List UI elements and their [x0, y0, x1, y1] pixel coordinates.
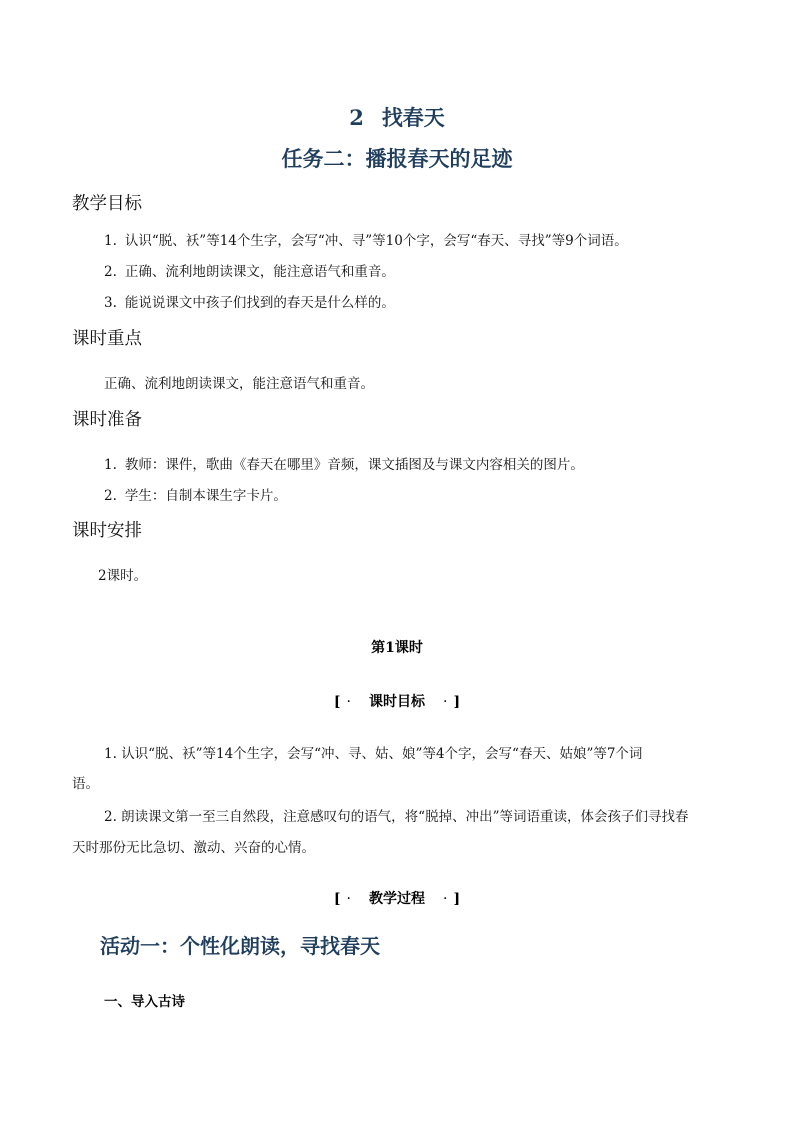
lesson-number: 2 [349, 105, 364, 130]
heading-teaching-goals: 教学目标 [72, 194, 142, 214]
period-goal-2-line-2: 天时那份无比急切、激动、兴奋的心情。 [72, 840, 315, 856]
goal-item: 1. 认识“脱、袄”等14个生字，会写“冲、寻”等10个字，会写“春天、寻找”等9个词语。 [104, 233, 628, 249]
period-goals-heading: [ · 课时目标 · ] [333, 694, 461, 710]
period-goal-1-line-2: 语。 [72, 776, 99, 792]
heading-schedule: 课时安排 [72, 521, 142, 541]
key-points-text: 正确、流利地朗读课文，能注意语气和重音。 [104, 376, 374, 392]
lesson-title [0, 102, 794, 132]
step-one-heading: 一、导入古诗 [104, 994, 185, 1010]
process-heading: [ · 教学过程 · ] [333, 891, 461, 907]
goal-item: 2. 正确、流利地朗读课文，能注意语气和重音。 [104, 264, 395, 280]
heading-preparation: 课时准备 [72, 410, 142, 430]
prep-item: 2. 学生：自制本课生字卡片。 [104, 488, 287, 504]
period-goal-2-line-1: 2. 朗读课文第一至三自然段，注意感叹句的语气，将“脱掉、冲出”等词语重读，体会孩子们寻找春 [104, 809, 689, 825]
period-goal-1-line-1: 1. 认识“脱、袄”等14个生字，会写“冲、寻、姑、娘”等4个字，会写“春天、姑娘”等7个词 [104, 746, 643, 762]
heading-key-points: 课时重点 [72, 329, 142, 349]
task-title: 任务二：播报春天的足迹 [281, 146, 513, 171]
period-title: 第1课时 [371, 640, 423, 656]
schedule-text: 2课时。 [98, 568, 148, 584]
lesson-name: 找春天 [381, 105, 445, 130]
goal-item: 3. 能说说课文中孩子们找到的春天是什么样的。 [104, 295, 395, 311]
prep-item: 1. 教师：课件，歌曲《春天在哪里》音频，课文插图及与课文内容相关的图片。 [104, 457, 584, 473]
activity-one-heading: 活动一：个性化朗读，寻找春天 [100, 934, 380, 958]
